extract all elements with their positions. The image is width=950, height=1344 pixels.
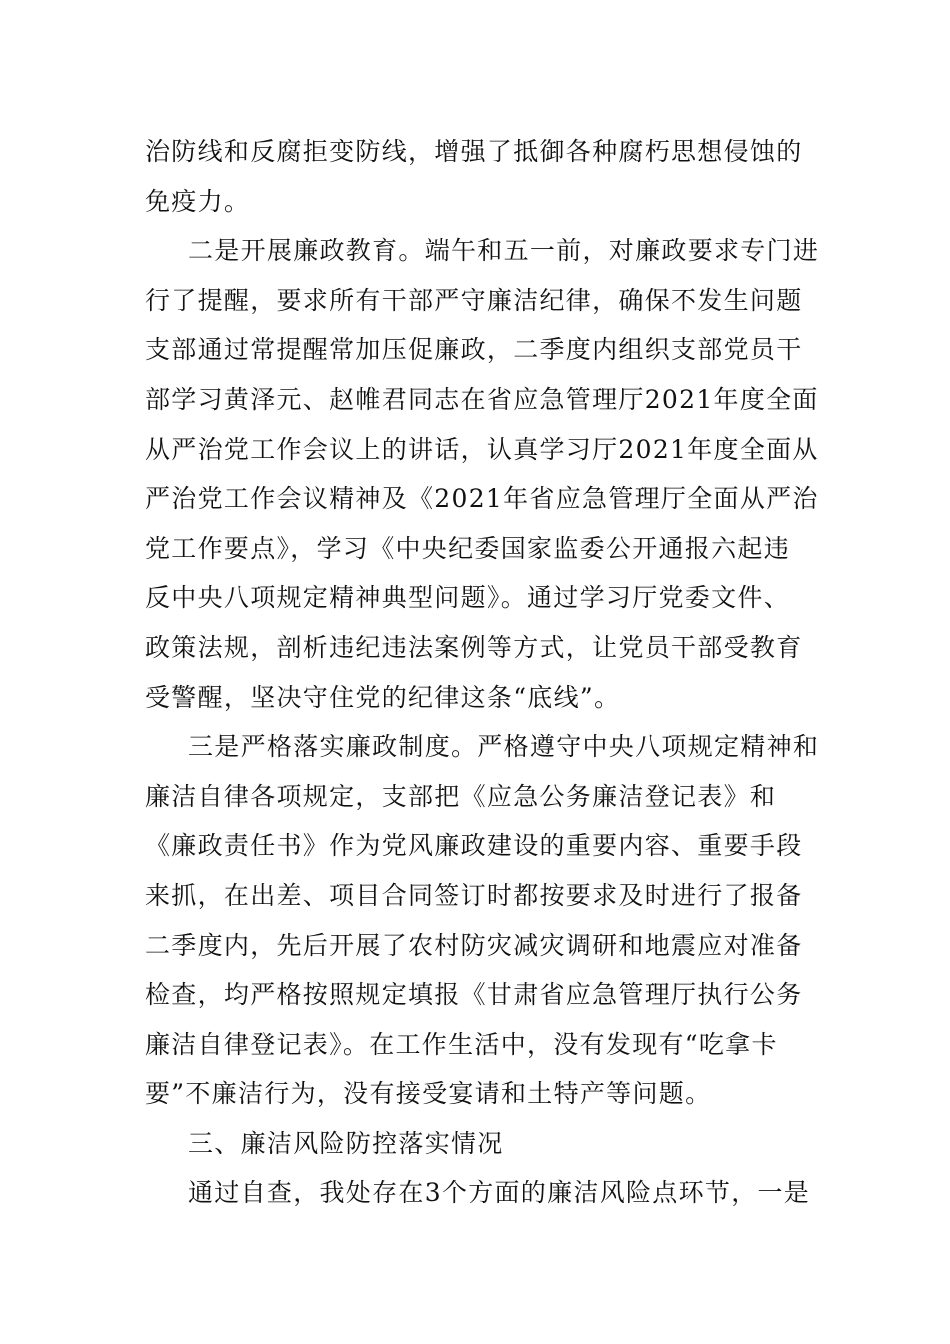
section-heading: 三、廉洁风险防控落实情况	[188, 1128, 504, 1158]
text-line: 受警醒，坚决守住党的纪律这条“底线”。	[145, 682, 621, 712]
text-line: 严治党工作会议精神及《2021年省应急管理厅全面从严治	[145, 484, 819, 514]
text-line: 廉洁自律各项规定，支部把《应急公务廉洁登记表》和	[145, 781, 777, 811]
text-line: 廉洁自律登记表》。在工作生活中，没有发现有“吃拿卡	[145, 1029, 778, 1059]
paragraph-heading-line: 二是开展廉政教育。端午和五一前，对廉政要求专门进	[188, 236, 820, 266]
text-line: 检查，均严格按照规定填报《甘肃省应急管理厅执行公务	[145, 980, 803, 1010]
text-line: 行了提醒，要求所有干部严守廉洁纪律，确保不发生问题	[145, 285, 803, 315]
text-line: 反中央八项规定精神典型问题》。通过学习厅党委文件、	[145, 583, 791, 613]
paragraph-heading-line: 三是严格落实廉政制度。严格遵守中央八项规定精神和	[188, 732, 820, 762]
text-line: 党工作要点》，学习《中央纪委国家监委公开通报六起违	[145, 533, 791, 563]
text-line: 政策法规，剖析违纪违法案例等方式，让党员干部受教育	[145, 632, 803, 662]
text-line: 从严治党工作会议上的讲话，认真学习厅2021年度全面从	[145, 434, 819, 464]
document-body	[145, 127, 820, 1218]
text-line: 要”不廉洁行为，没有接受宴请和土特产等问题。	[145, 1079, 712, 1109]
text-line: 支部通过常提醒常加压促廉政，二季度内组织支部党员干	[145, 335, 803, 365]
text-line: 来抓，在出差、项目合同签订时都按要求及时进行了报备	[145, 880, 803, 910]
text-line: 治防线和反腐拒变防线，增强了抵御各种腐朽思想侵蚀的	[145, 137, 803, 166]
paragraph-heading-line: 通过自查，我处存在3个方面的廉洁风险点环节，一是	[188, 1178, 811, 1208]
text-line: 二季度内，先后开展了农村防灾减灾调研和地震应对准备	[145, 930, 803, 960]
text-line: 免疫力。	[145, 186, 251, 216]
text-line: 部学习黄泽元、赵帷君同志在省应急管理厅2021年度全面	[145, 384, 819, 414]
text-line: 《廉政责任书》作为党风廉政建设的重要内容、重要手段	[145, 831, 803, 861]
